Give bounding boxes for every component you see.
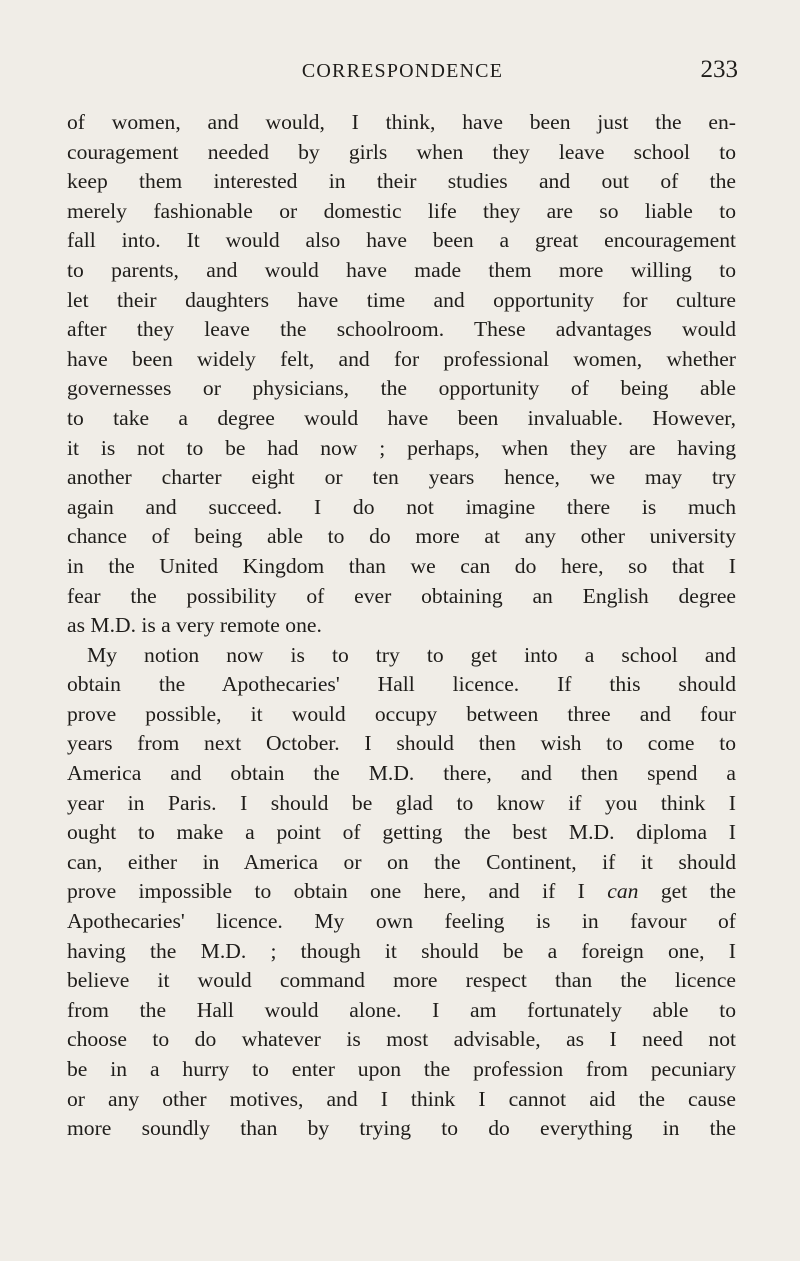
text-line: believe it would command more respect than the licence [67,968,736,993]
running-head [67,54,738,88]
text-line: more soundly than by trying to do everything in the [67,1116,736,1141]
text-line: Apothecaries' licence. My own feeling is in favour of [67,909,736,934]
text-line: another charter eight or ten years hence, we may try [67,465,736,490]
text-line: have been widely felt, and for professional women, whether [67,346,736,371]
text-line: year in Paris. I should be glad to know if you think I [67,790,736,815]
text-line: choose to do whatever is most advisable, as I need not [67,1027,736,1052]
text-line: be in a hurry to enter upon the profession from pecuniary [67,1057,736,1081]
text-line: to parents, and would have made them more willing to [67,257,736,282]
text-line: years from next October. I should then wish to come to [67,731,736,756]
text-line: America and obtain the M.D. there, and then spend a [67,761,736,786]
text-line: can, either in America or on the Continent, if it should [67,849,736,874]
text-line [67,877,736,907]
text-line: after they leave the schoolroom. These advantages would [67,317,736,342]
text-line: having the M.D. ; though it should be a foreign one, I [67,938,736,963]
text-line: obtain the Apothecaries' Hall licence. If this should [67,672,736,697]
text-line: prove possible, it would occupy between three and four [67,701,736,726]
text-line: My notion now is to try to get into a school and [87,642,736,667]
text-line: fear the possibility of ever obtaining an English degree [67,583,736,608]
text-line: from the Hall would alone. I am fortunately able to [67,997,736,1022]
text-line: let their daughters have time and opportunity for culture [67,287,736,312]
text-line: governesses or physicians, the opportunity of being able [67,376,736,401]
text-line: fall into. It would also have been a great encouragement [67,228,736,253]
text-line: keep them interested in their studies and out of the [67,169,736,194]
text-segment: prove impossible to obtain one here, and if I [67,879,585,904]
text-line: of women, and would, I think, have been just the en- [67,110,736,134]
body-text [67,108,736,1144]
text-line: in the United Kingdom than we can do here, so that I [67,553,736,578]
text-line: it is not to be had now ; perhaps, when they are having [67,435,736,460]
text-line: ought to make a point of getting the best M.D. diploma I [67,820,736,845]
text-line: chance of being able to do more at any other university [67,524,736,549]
text-line: again and succeed. I do not imagine there is much [67,494,736,519]
text-line: or any other motives, and I think I cannot aid the cause [67,1086,736,1111]
text-line: to take a degree would have been invaluable. However, [67,405,736,430]
page-number: 233 [700,56,738,83]
text-line: couragement needed by girls when they leave school to [67,139,736,164]
text-line: as M.D. is a very remote one. [67,613,322,638]
text-segment: get the [660,879,736,904]
emphasis-can: can [607,879,639,904]
running-title: CORRESPONDENCE [301,60,504,82]
text-line: merely fashionable or domestic life they are so liable to [67,198,736,223]
